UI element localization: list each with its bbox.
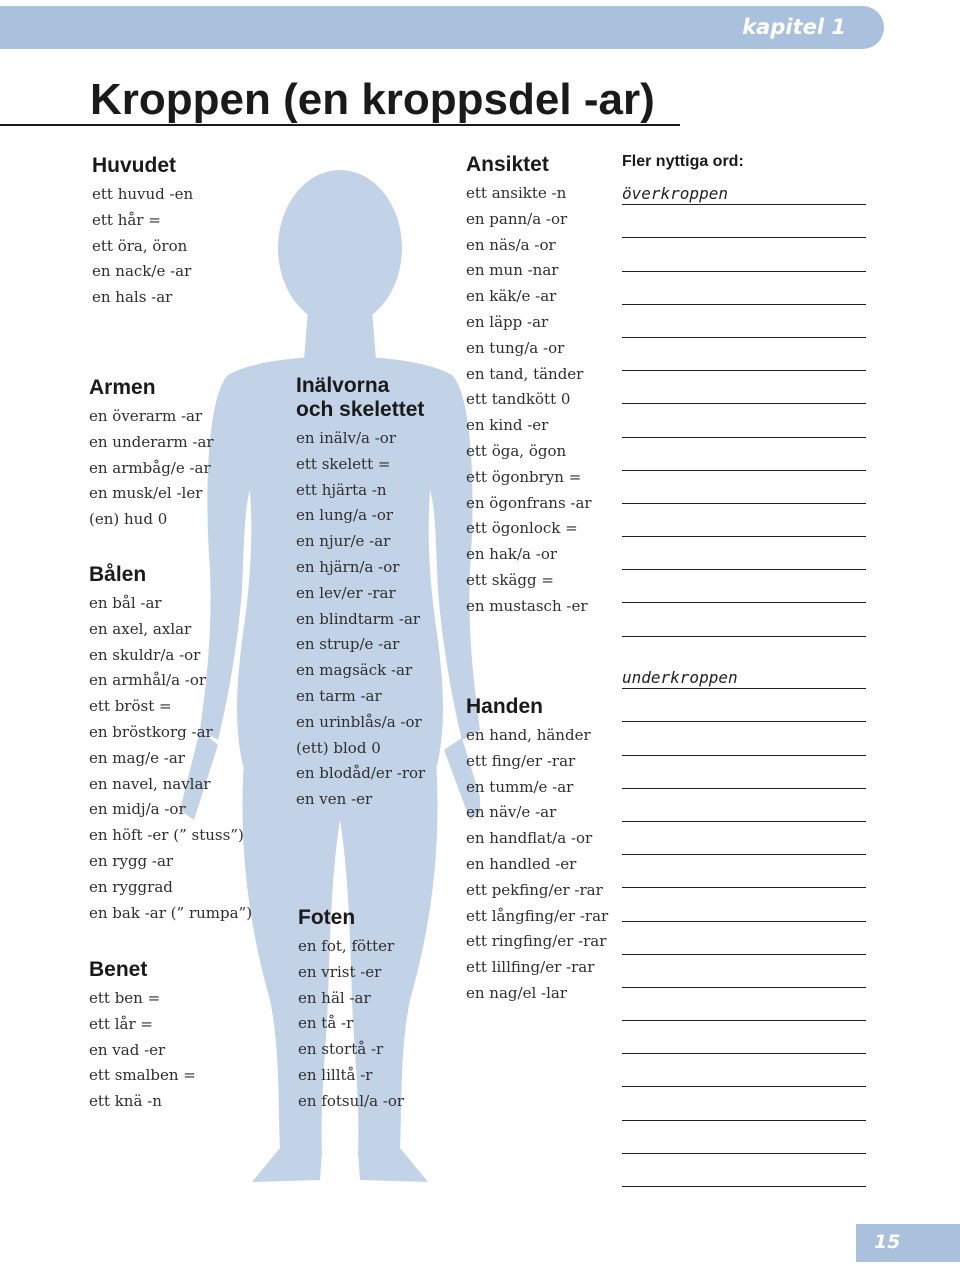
section-heading-inalvorna — [296, 374, 425, 422]
vocab-item: en lung/a -or — [296, 506, 394, 525]
writing-line[interactable] — [622, 504, 866, 537]
writing-line[interactable] — [622, 1121, 866, 1154]
writing-line[interactable] — [622, 888, 866, 921]
vocab-item: ett lillfing/er -rar — [466, 958, 595, 977]
vocab-item: en överarm -ar — [89, 407, 203, 425]
vocab-item: ett bröst = — [89, 697, 172, 716]
handwritten-word: överkroppen — [622, 184, 728, 204]
vocab-item: ett långfing/er -rar — [466, 906, 609, 925]
vocab-item: ett ansikte -n — [466, 184, 567, 202]
vocab-item: ett ögonbryn = — [466, 467, 582, 486]
title-underline — [0, 124, 680, 126]
vocab-item: en blindtarm -ar — [296, 609, 421, 628]
vocab-item: en vad -er — [89, 1040, 166, 1059]
writing-line[interactable] — [622, 537, 866, 570]
writing-line[interactable] — [622, 1087, 866, 1120]
section-heading-ansiktet: Ansiktet — [466, 153, 549, 176]
section-inalvorna — [296, 374, 425, 813]
section-armen — [89, 376, 214, 533]
vocab-item: ett fing/er -rar — [466, 751, 576, 770]
writing-line[interactable] — [622, 438, 866, 471]
vocab-item: ett lår = — [89, 1014, 153, 1033]
chapter-label: kapitel 1 — [742, 15, 846, 39]
vocab-item: en ven -er — [296, 790, 373, 809]
vocab-item: en fotsul/a -or — [298, 1091, 405, 1110]
vocab-item: en navel, navlar — [89, 774, 211, 793]
vocab-item: ett ben = — [89, 989, 161, 1007]
writing-line[interactable] — [622, 205, 866, 238]
vocab-item: ett tandkött 0 — [466, 390, 571, 409]
writing-line[interactable] — [622, 955, 866, 988]
page-number: 15 — [874, 1231, 901, 1253]
section-balen — [89, 563, 252, 926]
vocab-item: ett skägg = — [466, 570, 554, 589]
vocab-item: en mustasch -er — [466, 596, 588, 615]
section-handen — [466, 695, 608, 1007]
vocab-item: en näv/e -ar — [466, 803, 557, 822]
vocab-item: en ryggrad — [89, 877, 173, 896]
section-heading-foten: Foten — [298, 906, 356, 929]
vocab-item: en pann/a -or — [466, 209, 568, 228]
writing-line[interactable] — [622, 756, 866, 789]
vocab-item: en armhål/a -or — [89, 671, 207, 690]
vocab-item: en fot, fötter — [298, 937, 395, 955]
vocab-item: en hals -ar — [92, 288, 173, 307]
section-foten — [298, 906, 404, 1115]
vocab-item: en mag/e -ar — [89, 748, 185, 767]
vocab-item: en handled -er — [466, 854, 577, 873]
page-title: Kroppen (en kroppsdel -ar) — [90, 75, 655, 124]
vocab-item: en stortå -r — [298, 1040, 384, 1059]
more-words-heading: Fler nyttiga ord: — [622, 153, 744, 170]
writing-line[interactable] — [622, 471, 866, 504]
section-heading-benet: Benet — [89, 958, 148, 981]
writing-line[interactable] — [622, 922, 866, 955]
vocab-item: ett ögonlock = — [466, 519, 578, 538]
vocab-item: ett pekfing/er -rar — [466, 880, 603, 899]
vocab-item: ett huvud -en — [92, 185, 194, 203]
writing-line[interactable] — [622, 603, 866, 636]
vocab-item: en tand, tänder — [466, 364, 584, 383]
vocab-item: en hand, händer — [466, 726, 591, 744]
section-heading-balen: Bålen — [89, 563, 147, 586]
writing-lines-upper — [622, 172, 866, 637]
vocab-item: ett öra, öron — [92, 236, 188, 255]
vocab-item: en lilltå -r — [298, 1065, 373, 1084]
writing-line[interactable] — [622, 855, 866, 888]
vocab-item: en lev/er -rar — [296, 583, 396, 602]
writing-line[interactable] — [622, 656, 866, 689]
vocab-item: ett skelett = — [296, 454, 391, 473]
writing-line[interactable] — [622, 722, 866, 755]
vocab-item: en magsäck -ar — [296, 661, 413, 680]
page-number-box — [856, 1224, 960, 1262]
writing-line[interactable] — [622, 689, 866, 722]
chapter-banner — [0, 6, 884, 49]
writing-line[interactable] — [622, 1054, 866, 1087]
vocab-item: en läpp -ar — [466, 312, 549, 331]
writing-line[interactable] — [622, 172, 866, 205]
section-heading-handen: Handen — [466, 695, 544, 718]
vocab-item: (ett) blod 0 — [296, 738, 381, 757]
vocab-item: en vrist -er — [298, 962, 382, 981]
vocab-item: en handflat/a -or — [466, 829, 593, 848]
writing-line[interactable] — [622, 371, 866, 404]
vocab-item: en tarm -ar — [296, 686, 382, 705]
vocab-item: en nack/e -ar — [92, 262, 192, 281]
vocab-item: en rygg -ar — [89, 851, 174, 870]
vocab-item: ett hjärta -n — [296, 480, 387, 499]
writing-line[interactable] — [622, 988, 866, 1021]
vocab-item: (en) hud 0 — [89, 510, 168, 529]
vocab-item: en armbåg/e -ar — [89, 458, 211, 477]
vocab-item: en skuldr/a -or — [89, 645, 201, 664]
writing-line[interactable] — [622, 822, 866, 855]
vocab-item: ett hår = — [92, 210, 161, 229]
vocab-item: en midj/a -or — [89, 800, 186, 819]
heading-line: Inälvorna — [296, 374, 390, 397]
vocab-item: en bröstkorg -ar — [89, 722, 213, 741]
vocab-item: en blodåd/er -ror — [296, 764, 426, 783]
vocab-item: en ögonfrans -ar — [466, 493, 592, 512]
vocab-item: en tå -r — [298, 1014, 354, 1033]
heading-line: och skelettet — [296, 398, 425, 421]
vocab-item: en nag/el -lar — [466, 983, 567, 1002]
vocab-item: en kind -er — [466, 416, 549, 435]
vocab-item: en höft -er (” stuss”) — [89, 826, 244, 845]
vocab-item: en urinblås/a -or — [296, 712, 422, 731]
writing-line[interactable] — [622, 272, 866, 305]
writing-line[interactable] — [622, 1021, 866, 1054]
vocab-item: en bål -ar — [89, 594, 162, 612]
vocab-item: en strup/e -ar — [296, 635, 400, 654]
vocab-item: en axel, axlar — [89, 619, 192, 638]
vocab-item: en häl -ar — [298, 988, 371, 1007]
section-heading-armen: Armen — [89, 376, 156, 399]
vocab-item: en tumm/e -ar — [466, 777, 574, 796]
section-ansiktet — [466, 153, 592, 620]
vocab-item: en musk/el -ler — [89, 484, 203, 503]
vocab-item: en bak -ar (” rumpa”) — [89, 903, 253, 922]
writing-line[interactable] — [622, 570, 866, 603]
vocab-item: en hjärn/a -or — [296, 557, 400, 576]
vocab-item: en hak/a -or — [466, 545, 558, 564]
vocab-item: en mun -nar — [466, 261, 559, 280]
vocab-item: ett ringfing/er -rar — [466, 932, 607, 951]
writing-line[interactable] — [622, 338, 866, 371]
vocab-item: en inälv/a -or — [296, 429, 397, 447]
writing-line[interactable] — [622, 238, 866, 271]
writing-line[interactable] — [622, 789, 866, 822]
writing-lines-lower — [622, 656, 866, 1187]
vocab-item: en njur/e -ar — [296, 532, 391, 551]
vocab-item: ett smalben = — [89, 1066, 196, 1085]
vocab-item: en tung/a -or — [466, 338, 565, 357]
vocab-item: ett öga, ögon — [466, 441, 567, 460]
writing-line[interactable] — [622, 305, 866, 338]
vocab-item: en näs/a -or — [466, 235, 556, 254]
writing-line[interactable] — [622, 1154, 866, 1187]
section-huvudet — [92, 154, 193, 311]
writing-line[interactable] — [622, 404, 866, 437]
vocab-item: ett knä -n — [89, 1092, 162, 1111]
vocab-item: en underarm -ar — [89, 432, 214, 451]
section-heading-huvudet: Huvudet — [92, 154, 176, 177]
handwritten-word: underkroppen — [622, 668, 738, 688]
vocab-item: en käk/e -ar — [466, 287, 557, 306]
section-benet — [89, 958, 196, 1115]
